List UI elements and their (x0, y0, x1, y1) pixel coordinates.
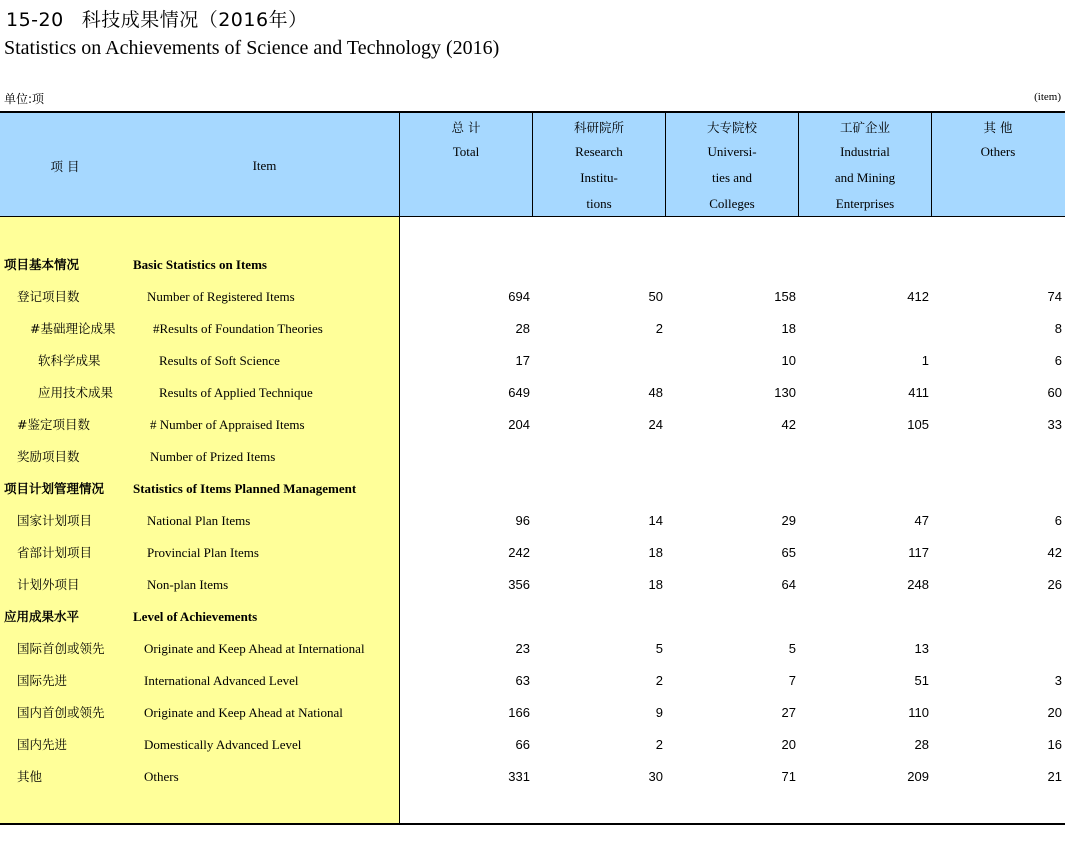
cell-value: 2 (655, 321, 663, 336)
table-row (0, 703, 1065, 735)
row-label-en: Results of Soft Science (159, 353, 280, 368)
cell-value: 23 (515, 641, 530, 656)
row-label-en: Number of Registered Items (147, 289, 295, 304)
page-title-cn (6, 5, 308, 32)
row-label-cn: 奖励项目数 (17, 449, 80, 464)
row-label-cn: 项目基本情况 (4, 257, 80, 272)
cell-value: 117 (908, 545, 929, 560)
section-row (0, 607, 1065, 639)
cell-value: 30 (648, 769, 663, 784)
cell-value: 356 (508, 577, 530, 592)
unit-label-cn: 单位:项 (4, 92, 45, 106)
column-header-en: Total (452, 144, 480, 159)
row-label-en: Domestically Advanced Level (144, 737, 302, 752)
cell-value: 166 (508, 705, 530, 720)
cell-value: 17 (515, 353, 530, 368)
cell-value: 21 (1047, 769, 1062, 784)
table-row (0, 767, 1065, 799)
row-label-cn: 国内先进 (17, 737, 68, 752)
table-row (0, 351, 1065, 383)
cell-value: 10 (781, 353, 796, 368)
header-rule (0, 216, 1065, 217)
row-label-cn: #基础理论成果 (30, 321, 116, 336)
row-label-en: Number of Prized Items (150, 449, 276, 464)
cell-value: 158 (774, 289, 796, 304)
row-label-cn: 国际首创或领先 (17, 641, 105, 656)
page-title-en: Statistics on Achievements of Science and Technology (2016) (4, 37, 500, 59)
column-header-en: Institu- (580, 170, 618, 185)
cell-value: 209 (907, 769, 929, 784)
cell-value: 64 (781, 577, 796, 592)
cell-value: 3 (1054, 673, 1062, 688)
cell-value: 6 (1054, 353, 1062, 368)
cell-value: 649 (508, 385, 530, 400)
cell-value: 26 (1047, 577, 1062, 592)
cell-value: 48 (648, 385, 663, 400)
table-row (0, 319, 1065, 351)
row-label-cn: 应用成果水平 (4, 609, 80, 624)
cell-value: 5 (788, 641, 796, 656)
row-label-cn: 其他 (17, 769, 43, 784)
cell-value: 18 (648, 545, 663, 560)
cell-value: 71 (781, 769, 796, 784)
row-label-en: # Number of Appraised Items (150, 417, 305, 432)
column-header-cn: 总 计 (451, 120, 481, 135)
column-header-cn: 科研院所 (573, 120, 624, 135)
cell-value: 50 (648, 289, 663, 304)
table-row (0, 671, 1065, 703)
cell-value: 248 (907, 577, 929, 592)
row-label-en: Results of Applied Technique (159, 385, 313, 400)
cell-value: 9 (655, 705, 663, 720)
table-number: 15-20 (6, 9, 64, 31)
cell-value: 2 (655, 737, 663, 752)
row-label-cn: 软科学成果 (38, 353, 101, 368)
cell-value: 18 (781, 321, 796, 336)
bottom-rule (0, 823, 1065, 825)
cell-value: 96 (515, 513, 530, 528)
cell-value: 14 (648, 513, 663, 528)
header-item-cn: 项 目 (50, 159, 80, 174)
cell-value: 47 (914, 513, 929, 528)
table-row (0, 575, 1065, 607)
column-header (400, 113, 532, 216)
header-item-en: Item (252, 158, 277, 173)
cell-value: 242 (508, 545, 530, 560)
cell-value: 8 (1054, 321, 1062, 336)
cell-value: 18 (648, 577, 663, 592)
column-header-en: tions (586, 196, 612, 211)
row-label-cn: 项目计划管理情况 (4, 481, 105, 496)
cell-value: 42 (781, 417, 796, 432)
cell-value: 51 (914, 673, 929, 688)
cell-value: 411 (908, 385, 929, 400)
cell-value: 412 (907, 289, 929, 304)
cell-value: 204 (508, 417, 530, 432)
cell-value: 5 (655, 641, 663, 656)
cell-value: 28 (914, 737, 929, 752)
column-header-en: and Mining (834, 170, 896, 185)
table-row (0, 639, 1065, 671)
column-header-cn: 其 他 (983, 120, 1013, 135)
cell-value: 63 (515, 673, 530, 688)
column-header (799, 113, 931, 216)
row-label-en: Others (144, 769, 179, 784)
cell-value: 694 (508, 289, 530, 304)
unit-label-en: (item) (1034, 91, 1061, 103)
table-row (0, 383, 1065, 415)
row-label-en: Statistics of Items Planned Management (133, 481, 357, 496)
row-label-cn: 应用技术成果 (38, 385, 114, 400)
row-label-en: Basic Statistics on Items (133, 257, 267, 272)
cell-value: 74 (1047, 289, 1062, 304)
cell-value: 7 (788, 673, 796, 688)
section-row (0, 255, 1065, 287)
title-cn-text: 科技成果情况（2016年） (81, 9, 308, 31)
cell-value: 27 (781, 705, 796, 720)
column-header-en: Others (980, 144, 1016, 159)
row-label-cn: 登记项目数 (17, 289, 80, 304)
table-row (0, 511, 1065, 543)
row-label-en: #Results of Foundation Theories (153, 321, 323, 336)
column-header-en: Universi- (707, 144, 757, 159)
table-row (0, 735, 1065, 767)
cell-value: 20 (1047, 705, 1062, 720)
cell-value: 28 (515, 321, 530, 336)
cell-value: 105 (907, 417, 929, 432)
cell-value: 1 (921, 353, 929, 368)
row-label-cn: 国内首创或领先 (17, 705, 105, 720)
cell-value: 66 (515, 737, 530, 752)
row-label-cn: 国家计划项目 (17, 513, 93, 528)
row-label-en: International Advanced Level (144, 673, 299, 688)
column-header-cn: 工矿企业 (839, 120, 890, 135)
row-label-en: Originate and Keep Ahead at National (144, 705, 343, 720)
row-label-en: Provincial Plan Items (147, 545, 259, 560)
cell-value: 29 (781, 513, 796, 528)
cell-value: 130 (774, 385, 796, 400)
row-label-cn: 国际先进 (17, 673, 68, 688)
column-header-en: Colleges (709, 196, 755, 211)
column-header-en: Industrial (840, 144, 890, 159)
cell-value: 33 (1047, 417, 1062, 432)
cell-value: 65 (781, 545, 796, 560)
column-header-en: ties and (711, 170, 753, 185)
column-header-cn: 大专院校 (706, 120, 757, 135)
cell-value: 42 (1047, 545, 1062, 560)
row-label-en: Non-plan Items (147, 577, 229, 592)
row-label-cn: 计划外项目 (17, 577, 80, 592)
row-label-en: Level of Achievements (133, 609, 258, 624)
column-header (932, 113, 1064, 216)
column-header (533, 113, 665, 216)
cell-value: 60 (1047, 385, 1062, 400)
column-header-en: Research (575, 144, 623, 159)
cell-value: 6 (1054, 513, 1062, 528)
cell-value: 2 (655, 673, 663, 688)
row-label-cn: 省部计划项目 (17, 545, 93, 560)
row-label-en: Originate and Keep Ahead at International (144, 641, 365, 656)
column-header (666, 113, 798, 216)
table-row (0, 287, 1065, 319)
cell-value: 16 (1047, 737, 1062, 752)
row-label-cn: #鉴定项目数 (17, 417, 90, 432)
table-row (0, 447, 1065, 479)
table-row (0, 543, 1065, 575)
column-header-en: Enterprises (835, 196, 895, 211)
cell-value: 331 (508, 769, 530, 784)
cell-value: 13 (914, 641, 929, 656)
cell-value: 20 (781, 737, 796, 752)
table-row (0, 415, 1065, 447)
cell-value: 110 (908, 705, 929, 720)
cell-value: 24 (648, 417, 663, 432)
row-label-en: National Plan Items (147, 513, 251, 528)
section-row (0, 479, 1065, 511)
